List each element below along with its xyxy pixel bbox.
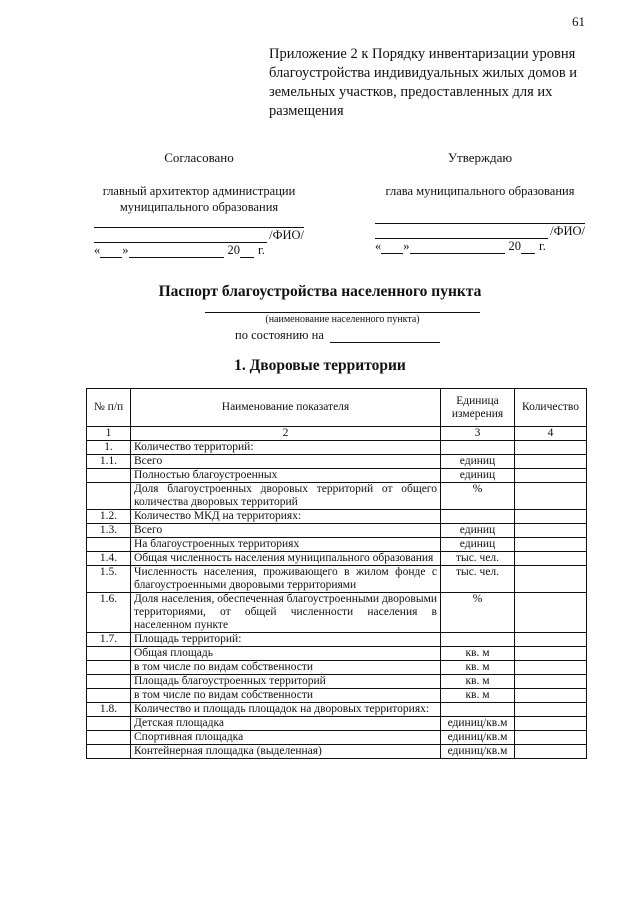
- quantity-cell: [515, 538, 587, 552]
- quantity-cell: [515, 441, 587, 455]
- quantity-cell: [515, 731, 587, 745]
- date-close-quote: »: [122, 243, 129, 257]
- approval-left-header: Согласовано: [164, 150, 234, 165]
- indicator-name-cell: Всего: [131, 524, 441, 538]
- unit-cell: кв. м: [441, 647, 515, 661]
- unit-cell: тыс. чел.: [441, 552, 515, 566]
- unit-cell: единиц/кв.м: [441, 717, 515, 731]
- unit-cell: кв. м: [441, 661, 515, 675]
- table-row: [87, 745, 587, 759]
- quantity-cell: [515, 566, 587, 593]
- month-blank: [410, 241, 505, 254]
- header-cell-quantity: Количество: [515, 389, 587, 427]
- indicator-name-cell: На благоустроенных территориях: [131, 538, 441, 552]
- indicator-name-cell: Всего: [131, 455, 441, 469]
- indicator-name-cell: Доля населения, обеспеченная благоустроенными дворовыми территориями, от общей численности населения в населенном пункте: [131, 593, 441, 633]
- year-prefix: 20: [508, 239, 521, 253]
- row-number-cell: [87, 689, 131, 703]
- indicator-name-cell: Площадь благоустроенных территорий: [131, 675, 441, 689]
- unit-cell: кв. м: [441, 675, 515, 689]
- as-of-label: по состоянию на: [235, 328, 324, 342]
- indicator-name-cell: Количество территорий:: [131, 441, 441, 455]
- row-number-cell: 1.2.: [87, 510, 131, 524]
- indicator-name-cell: Доля благоустроенных дворовых территорий от общего количества дворовых территорий: [131, 483, 441, 510]
- indicator-name-cell: Полностью благоустроенных: [131, 469, 441, 483]
- unit-cell: [441, 441, 515, 455]
- unit-cell: единиц: [441, 538, 515, 552]
- approval-right-header: Утверждаю: [447, 150, 513, 165]
- date-open-quote: «: [375, 239, 382, 253]
- table-row: [87, 566, 587, 593]
- table-row: [87, 469, 587, 483]
- row-number-cell: [87, 717, 131, 731]
- table-row: [87, 538, 587, 552]
- table-row: [87, 689, 587, 703]
- quantity-cell: [515, 524, 587, 538]
- date-open-quote: «: [94, 243, 101, 257]
- quantity-cell: [515, 469, 587, 483]
- unit-cell: единиц: [441, 469, 515, 483]
- signature-line: [375, 199, 585, 224]
- indicator-name-cell: Спортивная площадка: [131, 731, 441, 745]
- appendix-note: Приложение 2 к Порядку инвентаризации уровня благоустройства индивидуальных жилых домов и земельных участков, предоставленных для их размещения: [269, 46, 578, 119]
- approval-left: [84, 150, 314, 258]
- unit-cell: %: [441, 593, 515, 633]
- approval-left-role: главный архитектор администрации муниципального образования: [102, 184, 296, 214]
- row-number-cell: 1.1.: [87, 455, 131, 469]
- row-number-cell: [87, 675, 131, 689]
- row-number-cell: 1.: [87, 441, 131, 455]
- row-number-cell: [87, 538, 131, 552]
- fio-label: /ФИО/: [269, 228, 304, 242]
- document-title: Паспорт благоустройства населенного пункта: [158, 283, 482, 300]
- signature-line: [94, 215, 304, 228]
- row-number-cell: [87, 469, 131, 483]
- indicators-table: [86, 388, 587, 759]
- row-number-cell: [87, 483, 131, 510]
- quantity-cell: [515, 552, 587, 566]
- table-row: [87, 483, 587, 510]
- indicator-name-cell: Количество МКД на территориях:: [131, 510, 441, 524]
- year-prefix: 20: [227, 243, 240, 257]
- unit-cell: единиц/кв.м: [441, 745, 515, 759]
- quantity-cell: [515, 689, 587, 703]
- year-blank: [521, 241, 535, 254]
- indicator-name-cell: Площадь территорий:: [131, 633, 441, 647]
- unit-cell: %: [441, 483, 515, 510]
- unit-cell: единиц: [441, 455, 515, 469]
- signature-line: [94, 229, 267, 243]
- settlement-name-line: [205, 312, 480, 313]
- quantity-cell: [515, 661, 587, 675]
- unit-cell: [441, 510, 515, 524]
- day-blank: [381, 241, 403, 254]
- indicator-name-cell: в том числе по видам собственности: [131, 661, 441, 675]
- table-row: [87, 703, 587, 717]
- table-header-row: [87, 389, 587, 427]
- table-row: [87, 524, 587, 538]
- column-number: 3: [441, 427, 515, 441]
- quantity-cell: [515, 455, 587, 469]
- year-blank: [240, 245, 254, 258]
- row-number-cell: 1.6.: [87, 593, 131, 633]
- fio-label: /ФИО/: [550, 224, 585, 238]
- section-title: 1. Дворовые территории: [234, 357, 406, 374]
- quantity-cell: [515, 647, 587, 661]
- unit-cell: единиц: [441, 524, 515, 538]
- table-row: [87, 633, 587, 647]
- column-number: 2: [131, 427, 441, 441]
- row-number-cell: [87, 647, 131, 661]
- indicator-name-cell: Общая численность населения муниципального образования: [131, 552, 441, 566]
- column-number: 1: [87, 427, 131, 441]
- table-row: [87, 552, 587, 566]
- indicator-name-cell: Контейнерная площадка (выделенная): [131, 745, 441, 759]
- row-number-cell: [87, 661, 131, 675]
- table-body: [87, 441, 587, 759]
- approval-right-role: глава муниципального образования: [385, 184, 575, 198]
- header-cell-name: Наименование показателя: [131, 389, 441, 427]
- quantity-cell: [515, 717, 587, 731]
- unit-cell: тыс. чел.: [441, 566, 515, 593]
- row-number-cell: 1.7.: [87, 633, 131, 647]
- quantity-cell: [515, 703, 587, 717]
- indicator-name-cell: Детская площадка: [131, 717, 441, 731]
- indicator-name-cell: Количество и площадь площадок на дворовых территориях:: [131, 703, 441, 717]
- row-number-cell: [87, 731, 131, 745]
- unit-cell: единиц/кв.м: [441, 731, 515, 745]
- table-row: [87, 675, 587, 689]
- header-cell-unit: Единица измерения: [441, 389, 515, 427]
- settlement-name-hint: (наименование населенного пункта): [265, 314, 420, 325]
- row-number-cell: [87, 745, 131, 759]
- page-number: 61: [572, 14, 585, 29]
- row-number-cell: 1.3.: [87, 524, 131, 538]
- unit-cell: [441, 633, 515, 647]
- table-row: [87, 510, 587, 524]
- row-number-cell: 1.4.: [87, 552, 131, 566]
- quantity-cell: [515, 675, 587, 689]
- quantity-cell: [515, 593, 587, 633]
- table-row: [87, 717, 587, 731]
- indicator-name-cell: Численность населения, проживающего в жилом фонде с благоустроенными дворовыми территориями: [131, 566, 441, 593]
- unit-cell: кв. м: [441, 689, 515, 703]
- quantity-cell: [515, 483, 587, 510]
- row-number-cell: 1.8.: [87, 703, 131, 717]
- date-close-quote: »: [403, 239, 410, 253]
- table-row: [87, 647, 587, 661]
- table-row: [87, 455, 587, 469]
- table-row: [87, 441, 587, 455]
- quantity-cell: [515, 745, 587, 759]
- as-of-line: [235, 328, 440, 343]
- month-blank: [129, 245, 224, 258]
- indicator-name-cell: Общая площадь: [131, 647, 441, 661]
- table-row: [87, 731, 587, 745]
- as-of-blank: [330, 330, 440, 343]
- indicator-name-cell: в том числе по видам собственности: [131, 689, 441, 703]
- year-suffix: г.: [539, 239, 546, 253]
- unit-cell: [441, 703, 515, 717]
- row-number-cell: 1.5.: [87, 566, 131, 593]
- table-row: [87, 593, 587, 633]
- column-number-row: [87, 427, 587, 441]
- quantity-cell: [515, 510, 587, 524]
- table-row: [87, 661, 587, 675]
- quantity-cell: [515, 633, 587, 647]
- day-blank: [100, 245, 122, 258]
- year-suffix: г.: [258, 243, 265, 257]
- column-number: 4: [515, 427, 587, 441]
- signature-line: [375, 225, 548, 239]
- approval-right: [370, 150, 590, 254]
- header-cell-number: № п/п: [87, 389, 131, 427]
